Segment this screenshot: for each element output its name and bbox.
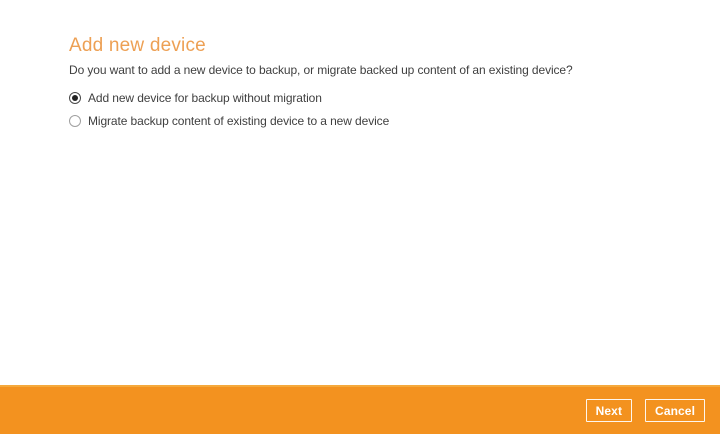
radio-button-icon[interactable] <box>69 92 81 104</box>
next-button[interactable]: Next <box>586 399 632 422</box>
radio-option-add-new-device[interactable] <box>69 86 680 109</box>
radio-option-migrate-backup[interactable] <box>69 109 680 132</box>
question-text: Do you want to add a new device to backup, or migrate backed up content of an existing device? <box>69 63 573 77</box>
wizard-footer-bar <box>0 385 720 434</box>
radio-button-icon[interactable] <box>69 115 81 127</box>
radio-option-label: Add new device for backup without migration <box>88 90 322 105</box>
radio-group <box>69 86 680 132</box>
page-title: Add new device <box>69 35 206 56</box>
cancel-button[interactable]: Cancel <box>645 399 705 422</box>
wizard-content <box>0 0 720 132</box>
radio-option-label: Migrate backup content of existing device to a new device <box>88 113 390 128</box>
